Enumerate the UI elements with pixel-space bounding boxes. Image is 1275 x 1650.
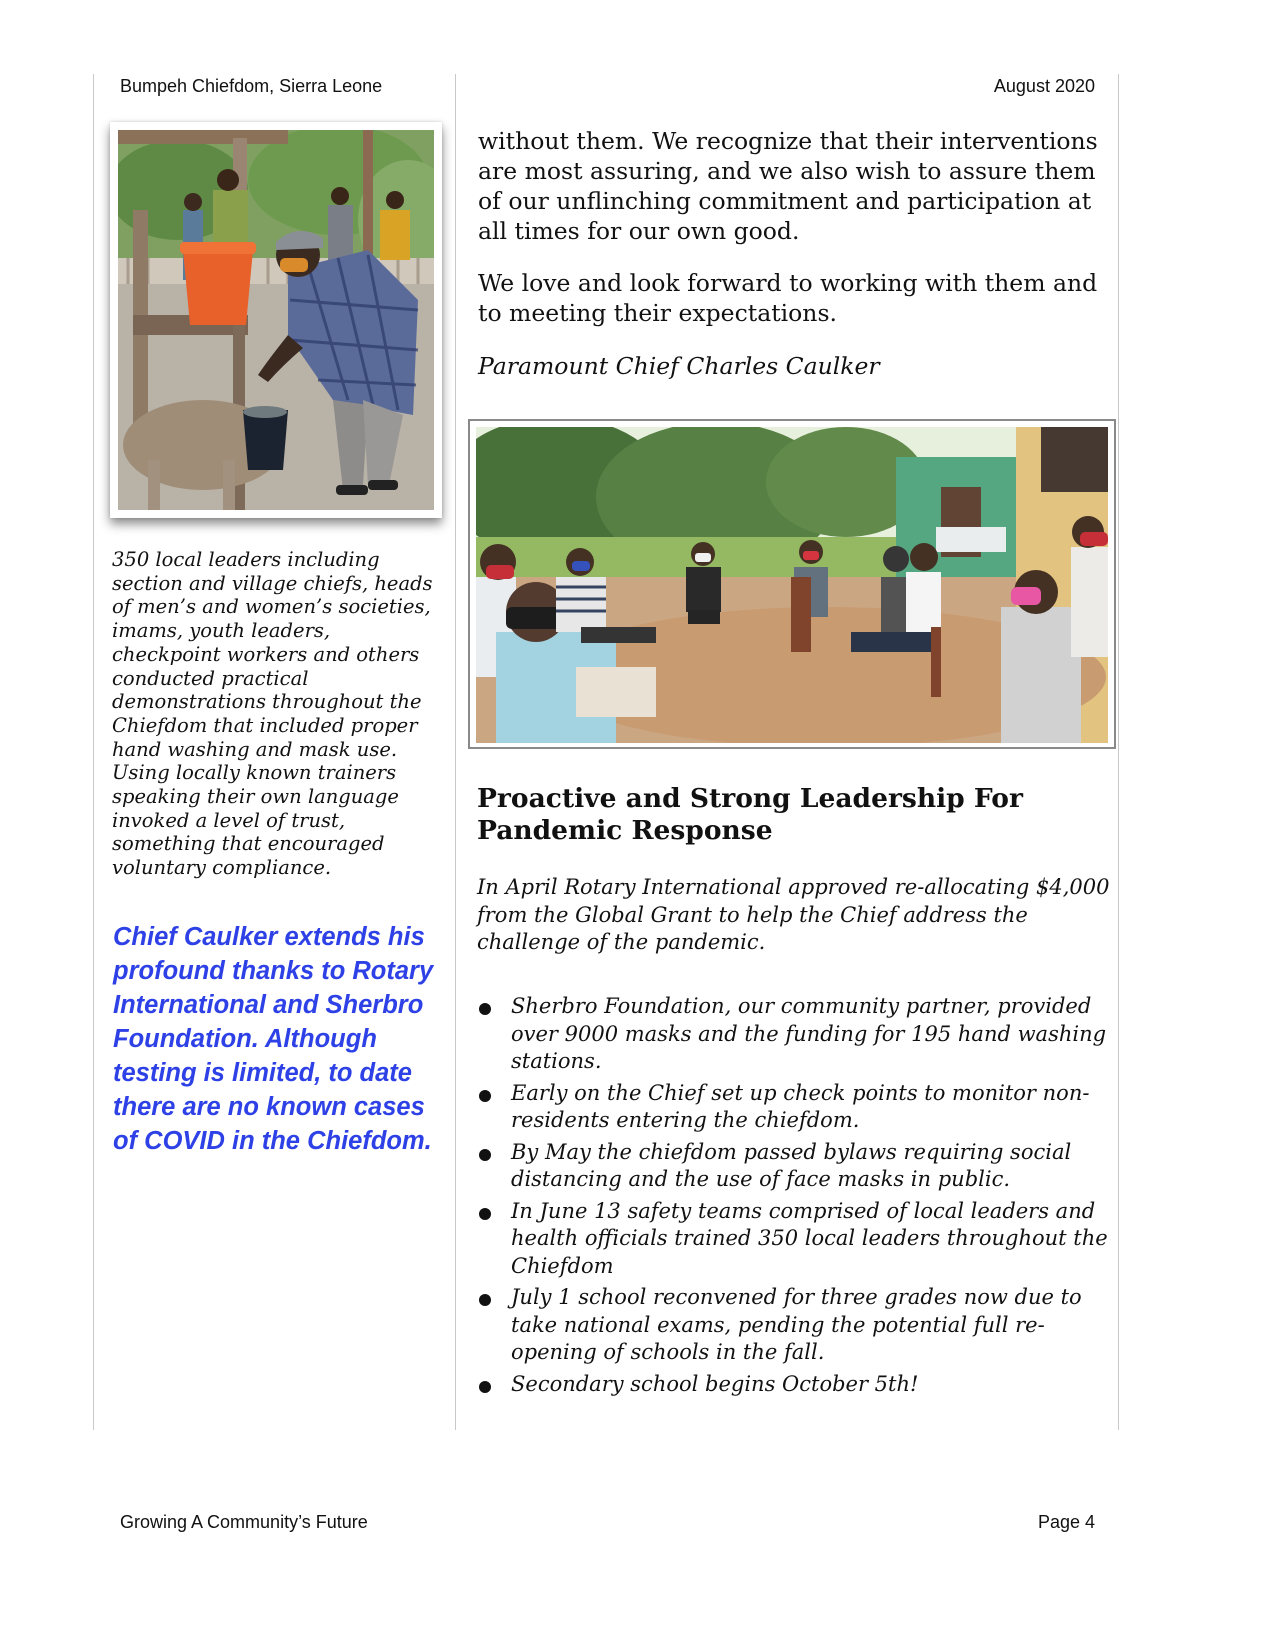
- bullet-icon: [479, 1208, 491, 1220]
- leaders-meeting-photo: [468, 419, 1116, 749]
- photo-caption: 350 local leaders including section and village chiefs, heads of men’s and women’s societies, imams, youth leaders, checkpoint workers and others conducted practical demonstrations throughout the Chiefdom that included proper hand washing and mask use. Using locally known trainers speaking their own language invoked a level of trust, something that encouraged voluntary compliance.: [112, 548, 433, 880]
- bullet-icon: [479, 1090, 491, 1102]
- bullet-text: Early on the Chief set up check points to monitor non-residents entering the chiefdom.: [511, 1080, 1090, 1132]
- column-divider: [455, 74, 456, 1430]
- bullet-icon: [479, 1003, 491, 1015]
- left-margin-rule: [93, 74, 94, 1430]
- bullet-item: [477, 1080, 1117, 1135]
- bullet-item: [477, 1139, 1117, 1194]
- letter-paragraph-2: We love and look forward to working with them and to meeting their expectations.: [478, 269, 1098, 327]
- section-intro: In April Rotary International approved re-allocating $4,000 from the Global Grant to help the Chief address the challenge of the pandemic.: [477, 875, 1110, 954]
- bullet-text: Secondary school begins October 5th!: [511, 1371, 919, 1396]
- hand-washing-photo: [110, 122, 442, 518]
- bullet-item: [477, 1371, 1117, 1399]
- hand-washing-photo-image: [118, 130, 434, 510]
- bullet-icon: [479, 1294, 491, 1306]
- header-date: August 2020: [993, 76, 1095, 96]
- page-number: Page 4: [1037, 1512, 1095, 1532]
- letter-signature: Paramount Chief Charles Caulker: [478, 352, 880, 380]
- thanks-callout: Chief Caulker extends his profound thanks to Rotary International and Sherbro Foundation. Although testing is limited, to date there are no known cases of COVID in the Chiefdom.: [113, 923, 434, 1155]
- bullet-icon: [479, 1149, 491, 1161]
- bullet-text: July 1 school reconvened for three grades now due to take national exams, pending the potential full re-opening of schools in the fall.: [511, 1285, 1082, 1364]
- section-heading: Proactive and Strong Leadership For Pandemic Response: [477, 783, 1023, 846]
- response-bullet-list: [477, 993, 1117, 1402]
- bullet-item: [477, 1284, 1117, 1367]
- header-location: Bumpeh Chiefdom, Sierra Leone: [120, 76, 383, 96]
- bullet-item: [477, 993, 1117, 1076]
- letter-paragraph-1: without them. We recognize that their interventions are most assuring, and we also wish to assure them of our unflinching commitment and participation at all times for our own good.: [478, 127, 1098, 245]
- leaders-meeting-photo-image: [476, 427, 1108, 743]
- footer-tagline: Growing A Community’s Future: [120, 1512, 368, 1532]
- bullet-text: Sherbro Foundation, our community partner, provided over 9000 masks and the funding for 195 hand washing stations.: [511, 994, 1107, 1073]
- bullet-text: In June 13 safety teams comprised of local leaders and health officials trained 350 local leaders throughout the Chiefdom: [511, 1198, 1108, 1278]
- right-margin-rule: [1118, 74, 1119, 1430]
- bullet-icon: [479, 1381, 491, 1393]
- bullet-text: By May the chiefdom passed bylaws requiring social distancing and the use of face masks in public.: [511, 1139, 1072, 1191]
- bullet-item: [477, 1198, 1117, 1281]
